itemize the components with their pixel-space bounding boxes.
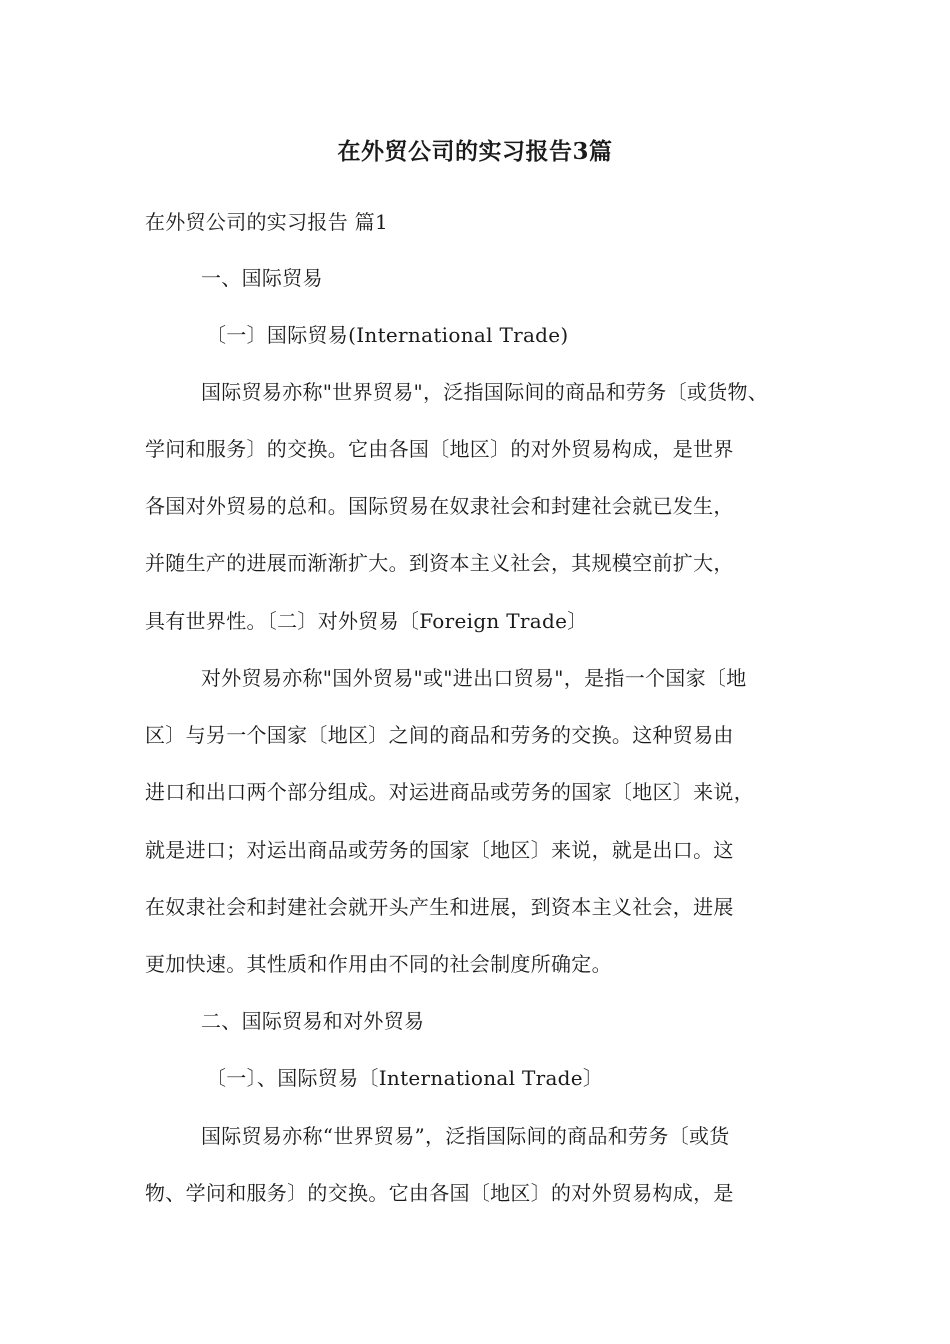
paragraph-line: 各国对外贸易的总和。国际贸易在奴隶社会和封建社会就已发生，: [145, 494, 734, 518]
paragraph-line: 学问和服务〕的交换。它由各国〔地区〕的对外贸易构成，是世界: [145, 437, 734, 461]
paragraph-line: 就是进口；对运出商品或劳务的国家〔地区〕来说，就是出口。这: [145, 838, 734, 862]
paragraph-line: 进口和出口两个部分组成。对运进商品或劳务的国家〔地区〕来说，: [145, 780, 754, 804]
paragraph-line: 具有世界性。〔二〕对外贸易〔Foreign Trade〕: [145, 609, 588, 633]
paragraph-line: 并随生产的进展而渐渐扩大。到资本主义社会，其规模空前扩大，: [145, 551, 734, 575]
paragraph-line: 更加快速。其性质和作用由不同的社会制度所确定。: [145, 952, 612, 976]
subheading: 〔一〕、国际贸易〔International Trade〕: [206, 1066, 604, 1090]
paragraph-line: 对外贸易亦称"国外贸易"或"进出口贸易"，是指一个国家〔地: [201, 666, 747, 690]
section-heading: 在外贸公司的实习报告 篇1: [145, 210, 388, 234]
paragraph-line: 在奴隶社会和封建社会就开头产生和进展，到资本主义社会，进展: [145, 895, 734, 919]
subheading: 〔一〕国际贸易(International Trade): [206, 323, 569, 347]
paragraph-line: 国际贸易亦称“世界贸易”，泛指国际间的商品和劳务〔或货: [201, 1124, 730, 1148]
subheading: 一、国际贸易: [201, 266, 323, 290]
subheading: 二、国际贸易和对外贸易: [201, 1009, 425, 1033]
document-title: 在外贸公司的实习报告3篇: [337, 138, 613, 165]
paragraph-line: 国际贸易亦称"世界贸易"，泛指国际间的商品和劳务〔或货物、: [201, 380, 769, 404]
paragraph-line: 区〕与另一个国家〔地区〕之间的商品和劳务的交换。这种贸易由: [145, 723, 734, 747]
paragraph-line: 物、学问和服务〕的交换。它由各国〔地区〕的对外贸易构成，是: [145, 1181, 734, 1205]
